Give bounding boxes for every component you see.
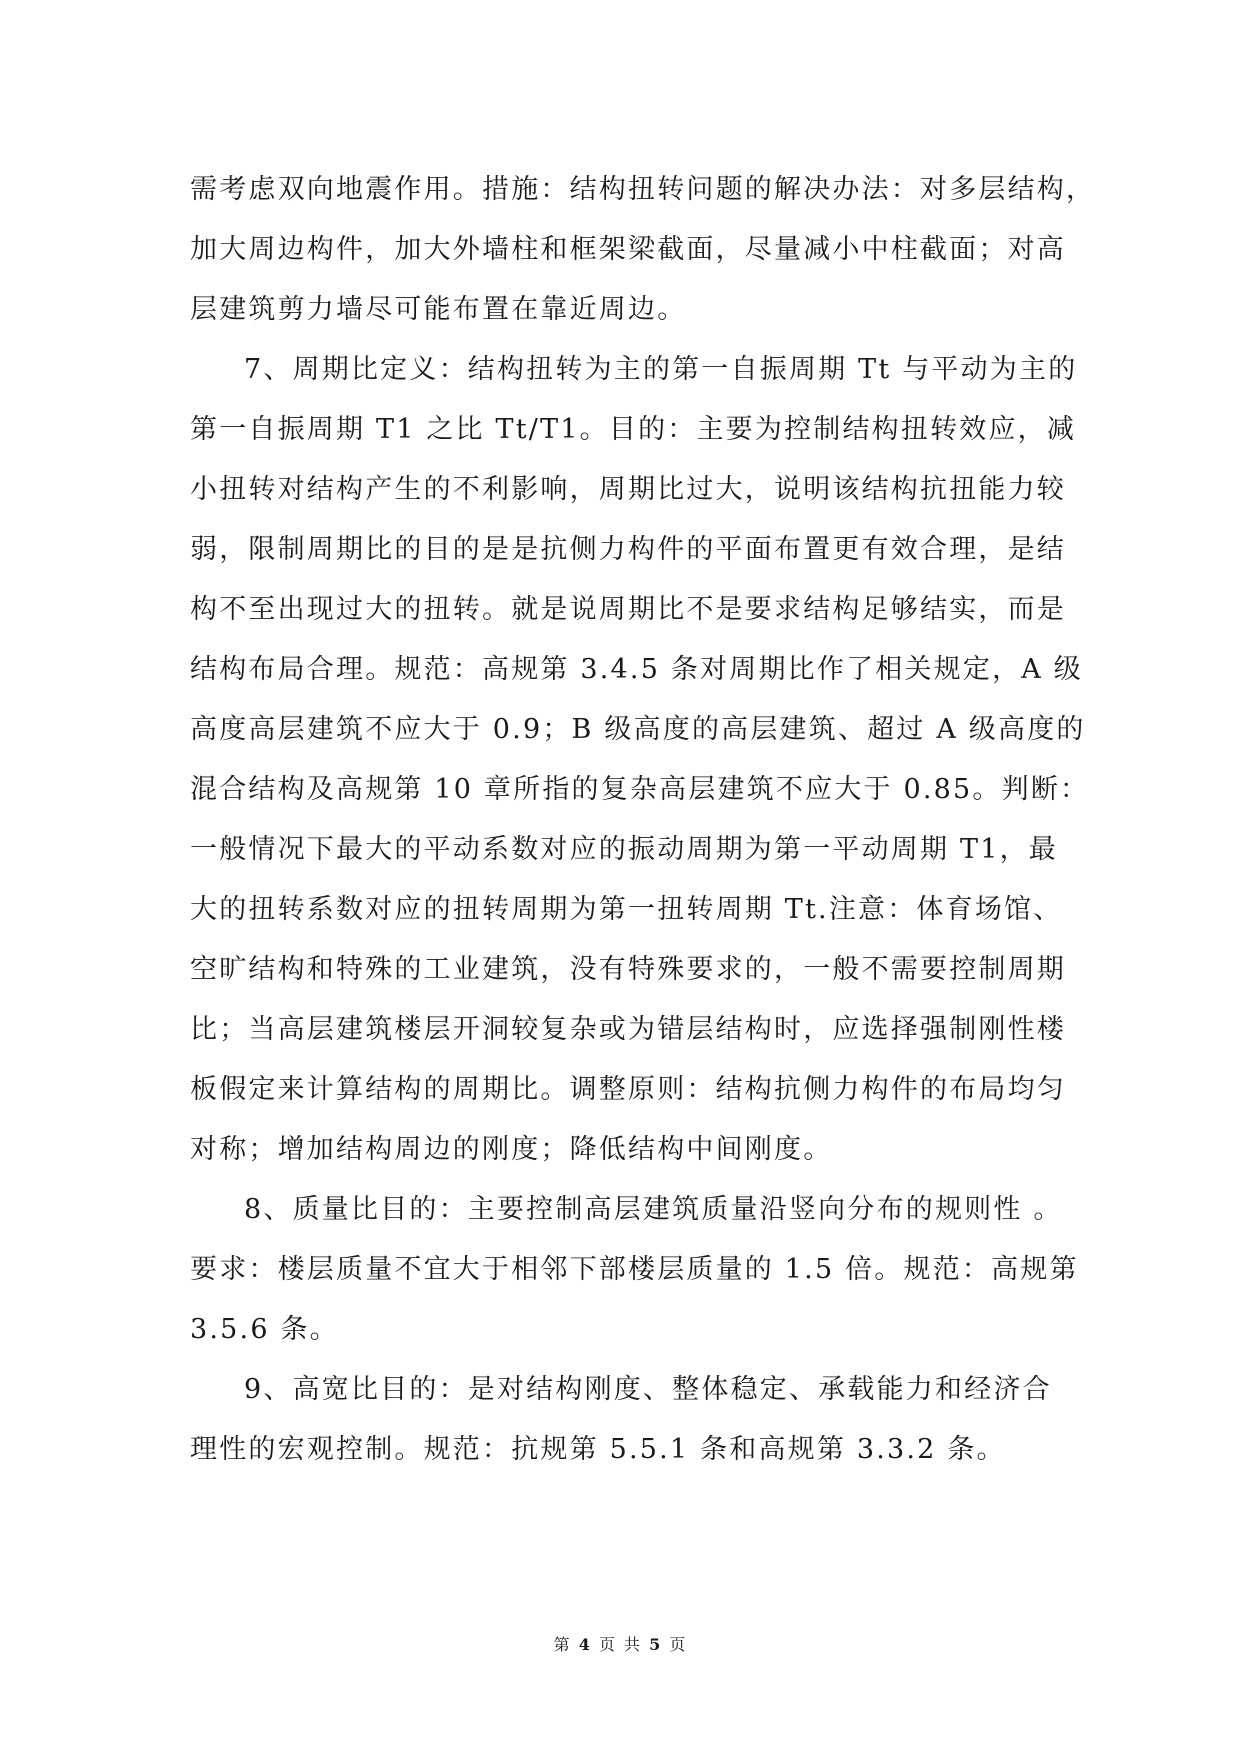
footer-prefix: 第	[553, 1635, 572, 1654]
text-line: 大的扭转系数对应的扭转周期为第一扭转周期 Tt.注意：体育场馆、	[190, 894, 1063, 925]
text-line: 层建筑剪力墙尽可能布置在靠近周边。	[190, 294, 687, 325]
text-line: 加大周边构件，加大外墙柱和框架梁截面，尽量减小中柱截面；对高	[190, 234, 1066, 265]
text-line: 构不至出现过大的扭转。就是说周期比不是要求结构足够结实，而是	[190, 594, 1066, 625]
current-page-number: 4	[578, 1635, 592, 1654]
text-line: 要求：楼层质量不宜大于相邻下部楼层质量的 1.5 倍。规范：高规第	[190, 1254, 1079, 1285]
text-line: 高度高层建筑不应大于 0.9；B 级高度的高层建筑、超过 A 级高度的	[190, 714, 1086, 745]
text-line: 板假定来计算结构的周期比。调整原则：结构抗侧力构件的布局均匀	[190, 1074, 1066, 1105]
text-line: 理性的宏观控制。规范：抗规第 5.5.1 条和高规第 3.3.2 条。	[190, 1434, 1006, 1465]
text-line: 结构布局合理。规范：高规第 3.4.5 条对周期比作了相关规定，A 级	[190, 654, 1083, 685]
text-line: 3.5.6 条。	[190, 1314, 339, 1345]
text-line: 需考虑双向地震作用。措施：结构扭转问题的解决办法：对多层结构，	[190, 174, 1096, 205]
text-line: 8、质量比目的：主要控制高层建筑质量沿竖向分布的规则性 。	[244, 1194, 1063, 1225]
text-line: 小扭转对结构产生的不利影响，周期比过大，说明该结构抗扭能力较	[190, 474, 1066, 505]
footer-suffix: 页	[669, 1635, 688, 1654]
total-pages-number: 5	[649, 1635, 663, 1654]
text-line: 9、高宽比目的：是对结构刚度、整体稳定、承载能力和经济合	[244, 1374, 1052, 1405]
text-line: 一般情况下最大的平动系数对应的振动周期为第一平动周期 T1，最	[190, 834, 1058, 865]
text-line: 空旷结构和特殊的工业建筑，没有特殊要求的，一般不需要控制周期	[190, 954, 1066, 985]
text-line: 弱，限制周期比的目的是是抗侧力构件的平面布置更有效合理，是结	[190, 534, 1066, 565]
text-line: 第一自振周期 T1 之比 Tt/T1。目的：主要为控制结构扭转效应，减	[190, 414, 1077, 445]
text-line: 混合结构及高规第 10 章所指的复杂高层建筑不应大于 0.85。判断：	[190, 774, 1090, 805]
page-footer	[0, 1632, 1241, 1655]
footer-middle: 页 共	[598, 1635, 643, 1654]
text-line: 7、周期比定义：结构扭转为主的第一自振周期 Tt 与平动为主的	[244, 354, 1078, 385]
text-line: 比；当高层建筑楼层开洞较复杂或为错层结构时，应选择强制刚性楼	[190, 1014, 1066, 1045]
text-line: 对称；增加结构周边的刚度；降低结构中间刚度。	[190, 1134, 833, 1165]
document-body	[190, 160, 1096, 1480]
